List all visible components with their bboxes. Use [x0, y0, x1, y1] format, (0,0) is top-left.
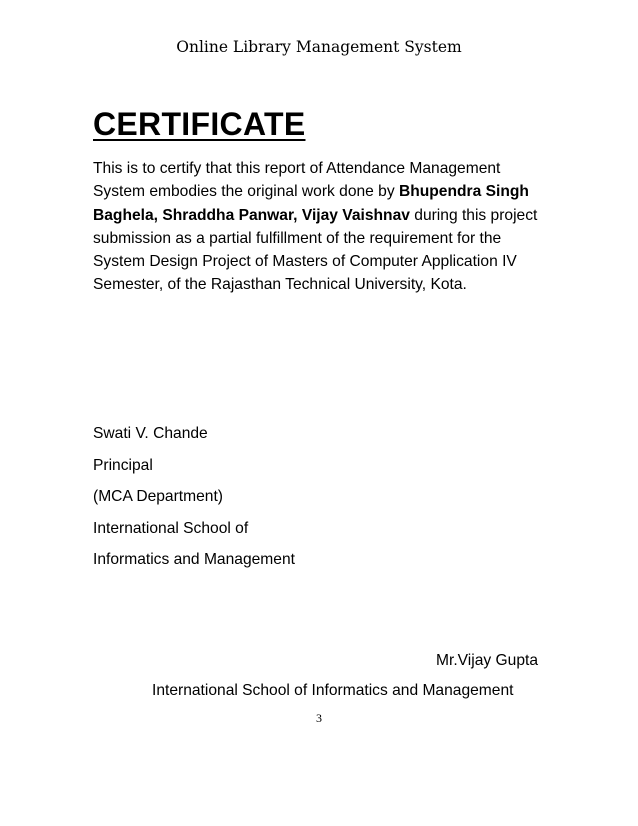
principal-department: (MCA Department)	[93, 488, 223, 505]
principal-institution-line2: Informatics and Management	[93, 551, 295, 568]
page-number: 3	[316, 711, 322, 725]
principal-institution-line1: International School of	[93, 519, 249, 537]
running-header: Online Library Management System	[176, 38, 462, 56]
student-names: Bhupendra Singh Baghela, Shraddha Panwar, Vijay Vaishnav	[93, 183, 529, 224]
principal-designation: Principal	[93, 456, 153, 474]
principal-signature-block	[93, 424, 295, 582]
certificate-title: CERTIFICATE	[93, 106, 306, 142]
principal-name: Swati V. Chande	[93, 425, 208, 442]
guide-institution: International School of Informatics and Management	[152, 682, 514, 699]
certificate-body-intro: This is to certify that this report of Attendance Management System embodies the original work done by	[93, 160, 501, 201]
guide-name: Mr.Vijay Gupta	[436, 652, 538, 669]
certificate-body-rest: during this project submission as a partial fulfillment of the requirement for the System Design Project of Masters of Computer Application IV Semester, of the Rajasthan Technical University, Kota.	[93, 206, 538, 294]
certificate-body	[93, 157, 553, 297]
